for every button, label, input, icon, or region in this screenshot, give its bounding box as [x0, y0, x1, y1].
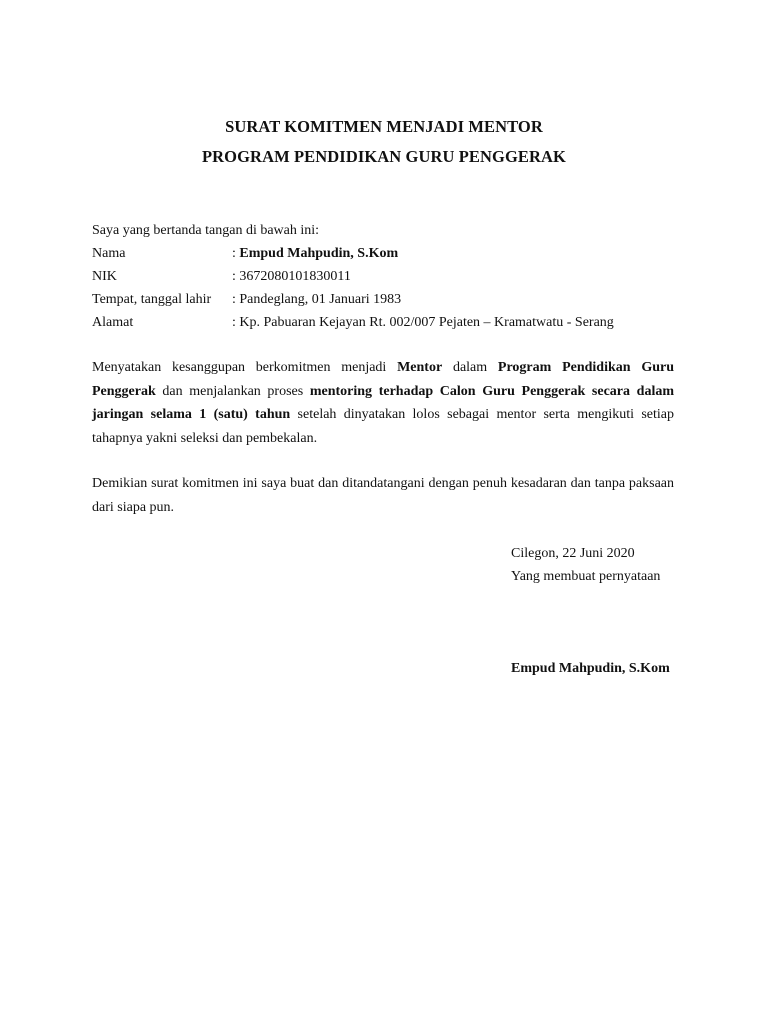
field-value-colon: :	[232, 246, 240, 261]
field-value-alamat: : Kp. Pabuaran Kejayan Rt. 002/007 Pejaten – Kramatwatu - Serang	[232, 315, 614, 330]
document-title-line2: PROGRAM PENDIDIKAN GURU PENGGERAK	[201, 147, 566, 166]
field-value-nama	[232, 242, 398, 266]
para1-text-2: dalam	[442, 360, 498, 375]
field-label-ttl: Tempat, tanggal lahir	[92, 292, 212, 307]
commitment-paragraph	[92, 356, 674, 450]
field-value-name-bold: Empud Mahpudin, S.Kom	[239, 246, 399, 261]
para1-bold-program: Program Pendidikan Guru Penggerak	[92, 360, 674, 399]
para1-text-3: dan menjalankan proses	[155, 383, 310, 399]
para1-bold-mentoring: mentoring terhadap Calon Guru Penggerak secara dalam jaringan selama 1 (satu) tahun	[92, 383, 674, 422]
field-value-nik: : 3672080101830011	[232, 269, 351, 284]
signature-role: Yang membuat pernyataan	[511, 569, 661, 584]
signature-name: Empud Mahpudin, S.Kom	[511, 661, 670, 676]
document-title-line1: SURAT KOMITMEN MENJADI MENTOR	[225, 117, 543, 136]
closing-paragraph: Demikian surat komitmen ini saya buat dan ditandatangani dengan penuh kesadaran dan tanpa paksaan dari siapa pun.	[92, 476, 674, 515]
field-label-alamat: Alamat	[92, 315, 134, 330]
field-label-nik: NIK	[92, 269, 117, 284]
para1-bold-mentor: Mentor	[397, 360, 443, 375]
field-value-ttl: : Pandeglang, 01 Januari 1983	[232, 292, 402, 307]
para1-text-1: Menyatakan kesanggupan berkomitmen menjadi	[92, 360, 398, 375]
signature-place-date: Cilegon, 22 Juni 2020	[511, 546, 635, 561]
field-label-nama: Nama	[92, 246, 126, 261]
para1-text-4: setelah dinyatakan lolos sebagai mentor serta mengikuti setiap tahapnya yakni seleksi dan pembekalan.	[92, 407, 675, 446]
intro-statement: Saya yang bertanda tangan di bawah ini:	[92, 223, 320, 238]
